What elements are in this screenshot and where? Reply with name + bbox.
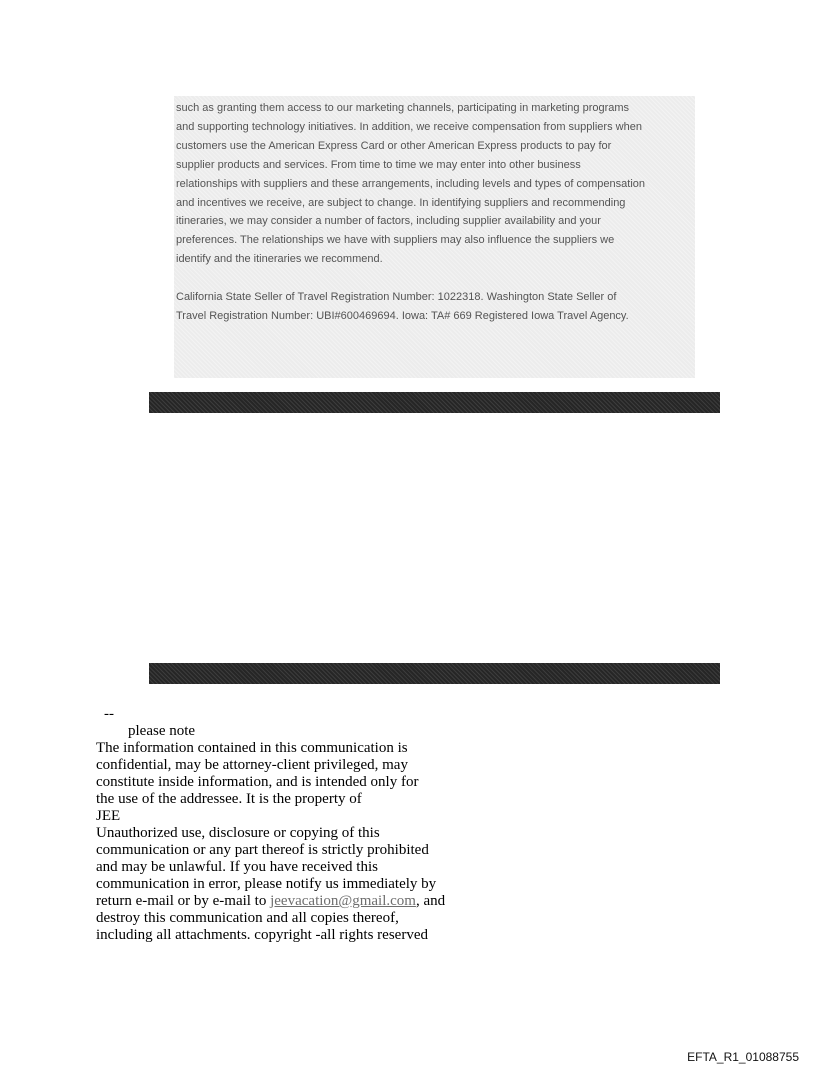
disclosure-line: itineraries, we may consider a number of factors, including supplier availability and your	[176, 215, 601, 228]
supplier-disclosure-paragraph	[176, 99, 697, 269]
travel-disclosure-box	[174, 96, 695, 378]
notice-line: communication or any part thereof is strictly prohibited	[96, 842, 429, 858]
disclosure-line: preferences. The relationships we have with suppliers may also influence the suppliers we	[176, 234, 615, 247]
disclosure-line: and incentives we receive, are subject to change. In identifying suppliers and recommending	[176, 196, 626, 209]
notice-line: communication in error, please notify us immediately by	[96, 876, 437, 892]
redaction-bar	[149, 663, 720, 684]
disclosure-line: such as granting them access to our marketing channels, participating in marketing programs	[176, 102, 630, 114]
disclosure-line: relationships with suppliers and these arrangements, including levels and types of compensation	[176, 177, 645, 190]
confidentiality-notice	[96, 740, 445, 944]
please-note-label: please note	[128, 723, 196, 739]
notice-line: The information contained in this communication is	[96, 740, 408, 756]
registration-line: Travel Registration Number: UBI#600469694. Iowa: TA# 669 Registered Iowa Travel Agency.	[176, 309, 629, 322]
registration-line: California State Seller of Travel Registration Number: 1022318. Washington State Seller of	[176, 291, 617, 303]
disclosure-line: customers use the American Express Card or other American Express products to pay for	[176, 139, 612, 152]
signature-separator: --	[104, 706, 114, 722]
notice-line-with-email	[96, 893, 445, 910]
notice-line: and may be unlawful. If you have received this	[96, 859, 378, 875]
notice-line: Unauthorized use, disclosure or copying of this	[96, 825, 380, 841]
email-suffix-text: , and	[415, 893, 446, 909]
disclosure-line: identify and the itineraries we recommend.	[176, 253, 383, 266]
email-link[interactable]: jeevacation@gmail.com	[270, 893, 416, 909]
notice-line: confidential, may be attorney-client privileged, may	[96, 757, 408, 773]
notice-line: constitute inside information, and is intended only for	[96, 774, 419, 790]
notice-line: destroy this communication and all copies thereof,	[96, 910, 399, 926]
disclosure-line: and supporting technology initiatives. In addition, we receive compensation from suppliers when	[176, 120, 642, 133]
disclosure-line: supplier products and services. From time to time we may enter into other business	[176, 158, 581, 171]
notice-line: including all attachments. copyright -all rights reserved	[96, 927, 428, 943]
document-id: EFTA_R1_01088755	[687, 1050, 799, 1064]
seller-of-travel-registration	[176, 288, 697, 326]
notice-line: JEE	[96, 808, 121, 824]
email-prefix-text: return e-mail or by e-mail to	[96, 893, 271, 909]
redaction-bar	[149, 392, 720, 413]
notice-line: the use of the addressee. It is the property of	[96, 791, 362, 807]
